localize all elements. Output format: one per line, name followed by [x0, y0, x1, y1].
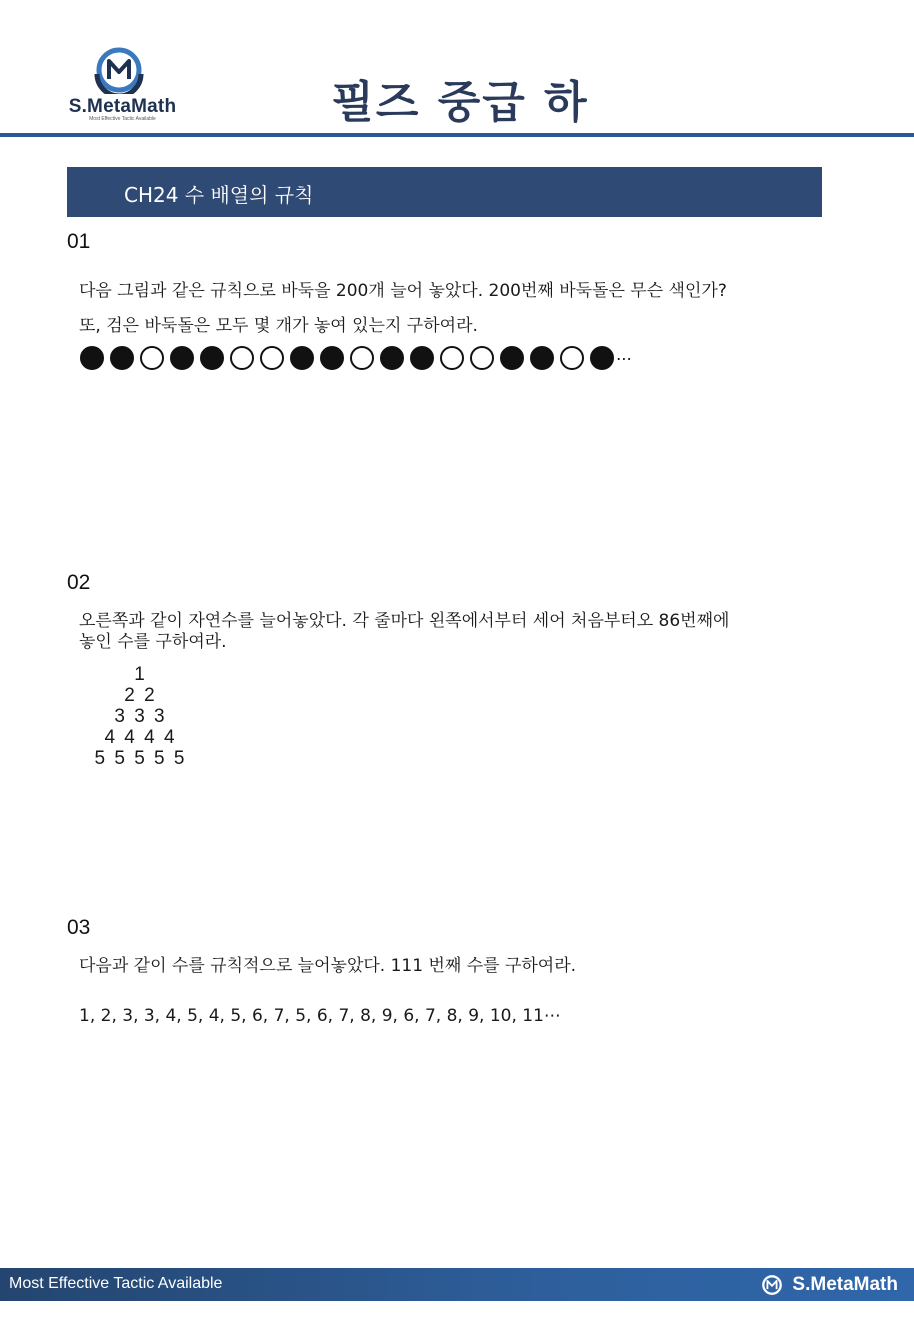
- problem-text-line: 또, 검은 바둑돌은 모두 몇 개가 놓여 있는지 구하여라.: [79, 316, 478, 336]
- triangle-row: 3 3 3: [114, 706, 166, 727]
- problem-text-line: 다음과 같이 수를 규칙적으로 늘어놓았다. 111 번째 수를 구하여라.: [79, 956, 577, 976]
- white-stone: [560, 346, 584, 370]
- chapter-title: CH24 수 배열의 규칙: [124, 183, 314, 207]
- black-stone: [530, 346, 554, 370]
- black-stone: [380, 346, 404, 370]
- problem-number: 02: [67, 571, 91, 594]
- black-stone: [290, 346, 314, 370]
- problem-text-line: 다음 그림과 같은 규칙으로 바둑을 200개 늘어 놓았다. 200번째 바둑돌은 무슨 색인가?: [79, 281, 727, 301]
- logo: [50, 44, 195, 124]
- problem-number: 03: [67, 916, 91, 939]
- metamath-logo-icon: [88, 46, 150, 94]
- problem-text-line: 놓인 수를 구하여라.: [79, 632, 227, 652]
- black-stone: [590, 346, 614, 370]
- black-stone: [200, 346, 224, 370]
- white-stone: [470, 346, 494, 370]
- footer-brand: S.MetaMath: [792, 1274, 898, 1295]
- stone-sequence: [80, 344, 632, 372]
- black-stone: [80, 346, 104, 370]
- white-stone: [230, 346, 254, 370]
- black-stone: [500, 346, 524, 370]
- logo-tagline: Most Effective Tactic Available: [89, 116, 156, 122]
- logo-name: S.MetaMath: [68, 96, 177, 117]
- triangle-row: 5 5 5 5 5: [94, 748, 186, 769]
- black-stone: [110, 346, 134, 370]
- chapter-banner: [67, 167, 822, 217]
- metamath-logo-icon: [756, 1274, 788, 1296]
- page-title: 필즈 중급 하: [331, 77, 589, 128]
- number-sequence: 1, 2, 3, 3, 4, 5, 4, 5, 6, 7, 5, 6, 7, 8, 9, 6, 7, 8, 9, 10, 11⋯: [79, 1006, 561, 1026]
- black-stone: [170, 346, 194, 370]
- triangle-row: 4 4 4 4: [104, 727, 176, 748]
- problem-number: 01: [67, 230, 91, 253]
- white-stone: [440, 346, 464, 370]
- problem-text-line: 오른쪽과 같이 자연수를 늘어놓았다. 각 줄마다 왼쪽에서부터 세어 처음부터오 86번째에: [79, 611, 730, 631]
- stones-ellipsis: ⋯: [616, 348, 632, 368]
- triangle-row: 1: [134, 664, 146, 685]
- triangle-row: 2 2: [124, 685, 156, 706]
- footer-bar: [0, 1268, 914, 1301]
- white-stone: [350, 346, 374, 370]
- white-stone: [260, 346, 284, 370]
- black-stone: [320, 346, 344, 370]
- footer-tagline: Most Effective Tactic Available: [9, 1275, 223, 1292]
- header-divider: [0, 133, 914, 137]
- footer-logo: [756, 1272, 898, 1298]
- white-stone: [140, 346, 164, 370]
- black-stone: [410, 346, 434, 370]
